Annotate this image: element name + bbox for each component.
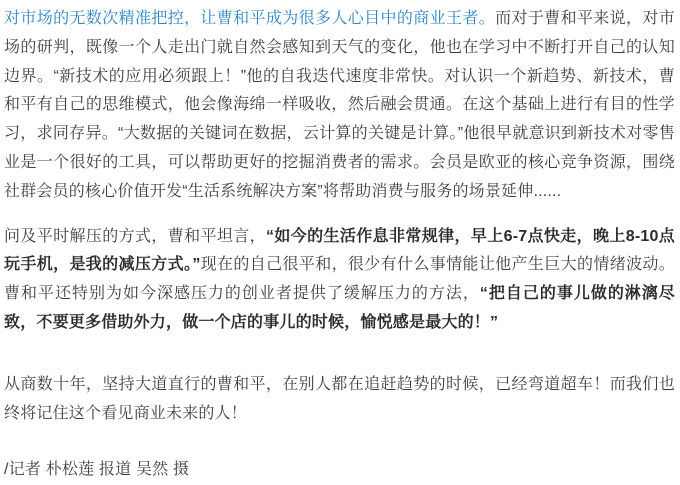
text-segment-normal: 现在的自己很平和，很少有什么事情能让他产生巨大的情绪波动。曹和平还特别为如今深感压力的创业者提供了缓解压力的方法，: [4, 256, 675, 303]
text-segment-normal: /记者 朴松莲 报道 吴然 摄: [4, 461, 190, 479]
paragraph-conclusion: [4, 371, 675, 429]
text-segment-normal: 而对于曹和平来说，对市场的研判，既像一个人走出门就自然会感知到天气的变化，他也在学习中不断打开自己的认知边界。“新技术的应用必须跟上！”他的自我迭代速度非常快。对认识一个新趋势、新技术，曹和平有自己的思维模式，他会像海绵一样吸收，然后融会贯通。在这个基础上进行有目的性学习，求同存异。“大数据的关键词在数据，云计算的关键是计算。”他很早就意识到新技术对零售业是一个很好的工具，可以帮助更好的挖掘消费者的需求。会员是欧亚的核心竞争资源，围绕社群会员的核心价值开发“生活系统解决方案”将帮助消费与服务的场景延伸......: [4, 10, 675, 200]
text-segment-highlight: 对市场的无数次精准把控，让曹和平成为很多人心目中的商业王者。: [4, 10, 496, 27]
byline: [4, 456, 675, 485]
text-segment-normal: 从商数十年，坚持大道直行的曹和平，在别人都在追赶趋势的时候，已经弯道超车！而我们也终将记住这个看见商业未来的人！: [4, 375, 675, 422]
text-segment-bold: “把自己的事儿做的淋漓尽致，不要更多借助外力，做一个店的事儿的时候，愉悦感是最大的！”: [4, 285, 675, 331]
text-segment-bold: “如今的生活作息非常规律，早上6-7点快走，晚上8-10点玩手机，是我的减压方式。”: [4, 227, 676, 274]
text-segment-normal: 问及平时解压的方式，曹和平坦言，: [4, 227, 267, 245]
paragraph-market-insight: [4, 5, 675, 207]
paragraph-stress-relief: [4, 223, 675, 338]
